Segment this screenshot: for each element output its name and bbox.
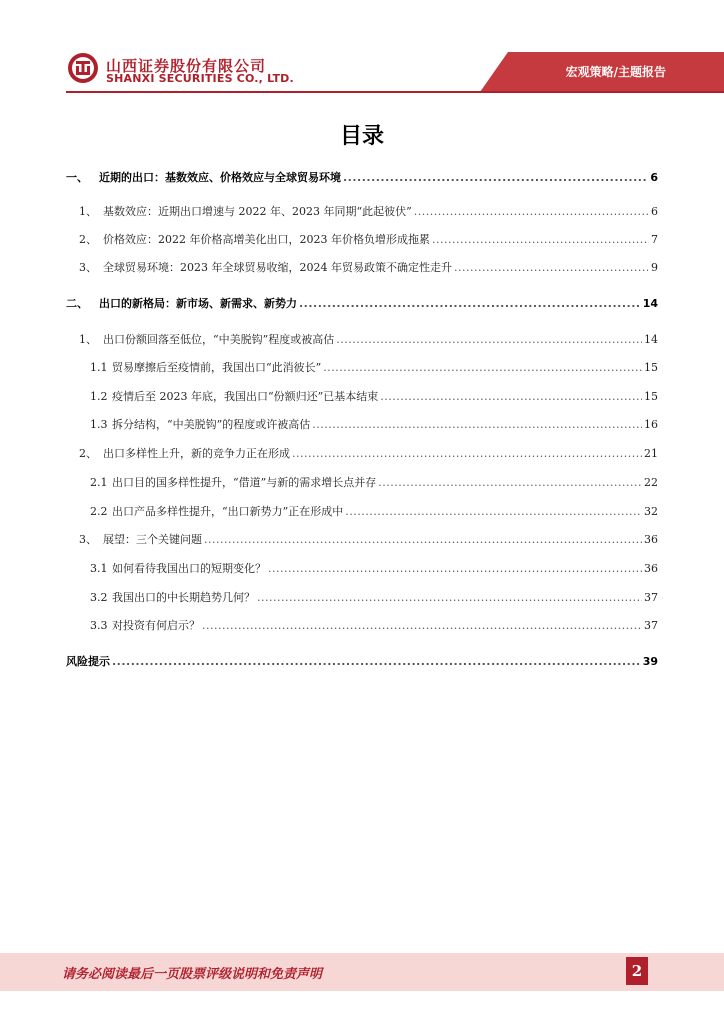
report-type-label: 宏观策略/主题报告 xyxy=(565,65,666,79)
toc-entry[interactable] xyxy=(79,203,658,219)
toc-entry[interactable] xyxy=(90,503,658,519)
toc-entry-text: 拆分结构，“中美脱钩”的程度或许被高估 xyxy=(112,418,311,431)
toc-entry-text: 出口的新格局：新市场、新需求、新势力 xyxy=(99,297,297,310)
toc-entry-number: 3.3 xyxy=(90,619,108,632)
toc-entry-number: 3、 xyxy=(79,261,97,274)
toc-entry-page: 9 xyxy=(651,261,658,274)
toc-entry-number: 2、 xyxy=(79,233,97,246)
toc-entry-page: 14 xyxy=(644,333,658,346)
toc-entry-page: 15 xyxy=(644,361,658,374)
toc-entry-page: 36 xyxy=(644,562,658,575)
toc-leader-dots xyxy=(336,333,642,346)
toc-entry-text: 疫情后至 2023 年底，我国出口“份额归还”已基本结束 xyxy=(112,390,379,403)
toc-entry-number: 2、 xyxy=(79,447,97,460)
toc-leader-dots xyxy=(257,591,642,604)
toc-entry-text: 对投资有何启示？ xyxy=(112,619,200,632)
toc-entry-text: 全球贸易环境：2023 年全球贸易收缩，2024 年贸易政策不确定性走升 xyxy=(103,261,452,274)
toc-entry-number: 1、 xyxy=(79,333,97,346)
toc-entry[interactable] xyxy=(90,617,658,633)
toc-leader-dots xyxy=(202,619,642,632)
toc-leader-dots xyxy=(268,562,642,575)
toc-entry-page: 6 xyxy=(650,171,658,184)
toc-entry-page: 37 xyxy=(644,591,658,604)
toc-entry-number: 1.3 xyxy=(90,418,108,431)
toc-entry-text: 出口份额回落至低位，“中美脱钩”程度或被高估 xyxy=(103,333,335,346)
toc-entry-text: 贸易摩擦后至疫情前，我国出口“此消彼长” xyxy=(112,361,322,374)
toc-entry[interactable] xyxy=(66,295,658,311)
toc-entry-page: 16 xyxy=(644,418,658,431)
toc-leader-dots xyxy=(345,505,642,518)
toc-entry-page: 39 xyxy=(642,655,658,668)
toc-entry-text: 价格效应：2022 年价格高增美化出口，2023 年价格负增形成拖累 xyxy=(103,233,430,246)
toc-leader-dots xyxy=(299,297,641,310)
toc-entry-number: 1.1 xyxy=(90,361,108,374)
toc-leader-dots xyxy=(380,390,642,403)
toc-entry[interactable] xyxy=(66,653,658,669)
toc-leader-dots xyxy=(323,361,642,374)
toc-entry[interactable] xyxy=(66,169,658,185)
toc-entry-number: 3.1 xyxy=(90,562,108,575)
toc-entry-page: 6 xyxy=(651,205,658,218)
toc-entry-page: 21 xyxy=(644,447,658,460)
toc-entry[interactable] xyxy=(79,445,658,461)
page-number: 2 xyxy=(626,957,648,985)
toc-leader-dots xyxy=(204,533,642,546)
toc-entry-page: 7 xyxy=(651,233,658,246)
toc-entry[interactable] xyxy=(90,560,658,576)
toc-entry[interactable] xyxy=(79,531,658,547)
toc-entry-text: 出口多样性上升，新的竞争力正在形成 xyxy=(103,447,290,460)
toc-leader-dots xyxy=(432,233,648,246)
toc-leader-dots xyxy=(454,261,648,274)
disclaimer-notice: 请务必阅读最后一页股票评级说明和免责声明 xyxy=(62,967,323,982)
toc-entry-number: 3、 xyxy=(79,533,97,546)
toc-entry-number: 2.2 xyxy=(90,505,108,518)
toc-entry-text: 风险提示 xyxy=(66,655,110,668)
toc-leader-dots xyxy=(343,171,648,184)
toc-title: 目录 xyxy=(339,124,384,149)
toc-entry[interactable] xyxy=(79,259,658,275)
toc-entry-page: 32 xyxy=(644,505,658,518)
toc-entry-text: 展望：三个关键问题 xyxy=(103,533,202,546)
toc-entry-number: 1.2 xyxy=(90,390,108,403)
toc-entry-page: 36 xyxy=(644,533,658,546)
toc-entry-number: 2.1 xyxy=(90,476,108,489)
toc-entry-page: 22 xyxy=(644,476,658,489)
header-divider xyxy=(66,91,724,93)
toc-entry-text: 我国出口的中长期趋势几何？ xyxy=(112,591,255,604)
toc-leader-dots xyxy=(112,655,641,668)
toc-leader-dots xyxy=(312,418,642,431)
toc-entry-page: 37 xyxy=(644,619,658,632)
toc-entry[interactable] xyxy=(90,589,658,605)
toc-entry-text: 基数效应：近期出口增速与 2022 年、2023 年同期“此起彼伏” xyxy=(103,205,412,218)
toc-leader-dots xyxy=(292,447,642,460)
toc-entry[interactable] xyxy=(90,359,658,375)
toc-entry[interactable] xyxy=(90,416,658,432)
toc-entry[interactable] xyxy=(90,474,658,490)
toc-leader-dots xyxy=(414,205,648,218)
shanxi-securities-logo-icon xyxy=(67,52,99,84)
page-header xyxy=(0,0,724,105)
toc-entry-text: 如何看待我国出口的短期变化？ xyxy=(112,562,266,575)
toc-entry-number: 一、 xyxy=(66,171,88,184)
toc-entry[interactable] xyxy=(79,331,658,347)
company-name-cn: 山西证券股份有限公司 xyxy=(106,57,267,75)
toc-entry[interactable] xyxy=(79,231,658,247)
toc-entry-number: 二、 xyxy=(66,297,88,310)
toc-entry-number: 1、 xyxy=(79,205,97,218)
toc-entry-text: 出口产品多样性提升，“出口新势力”正在形成中 xyxy=(112,505,344,518)
toc-entry[interactable] xyxy=(90,388,658,404)
toc-entry-text: 出口目的国多样性提升，“借道”与新的需求增长点并存 xyxy=(112,476,377,489)
toc-entry-page: 14 xyxy=(642,297,658,310)
toc-leader-dots xyxy=(378,476,642,489)
toc-entry-text: 近期的出口：基数效应、价格效应与全球贸易环境 xyxy=(99,171,341,184)
company-name-en: SHANXI SECURITIES CO., LTD. xyxy=(106,72,294,85)
toc-entry-number: 3.2 xyxy=(90,591,108,604)
toc-entry-page: 15 xyxy=(644,390,658,403)
